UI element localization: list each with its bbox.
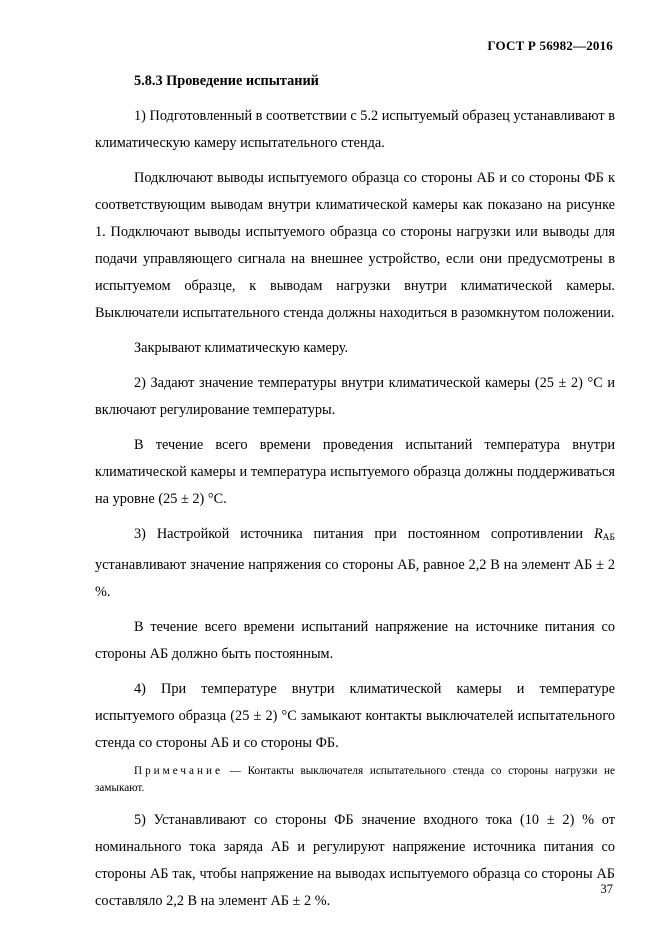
- note: [95, 763, 615, 797]
- section-title: 5.8.3 Проведение испытаний: [134, 73, 319, 89]
- paragraph-step-1: 1) Подготовленный в соответствии с 5.2 испытуемый образец устанавливают в климатическую камеру испытательного стенда.: [95, 108, 615, 151]
- paragraph-temperature-maintain: В течение всего времени проведения испытаний температура внутри климатической камеры и температура испытуемого образца должны поддерживаться на уровне (25 ± 2) °С.: [95, 437, 615, 507]
- paragraph-step-3: [95, 521, 615, 606]
- document-code-header: ГОСТ Р 56982—2016: [487, 38, 613, 53]
- page-number: 37: [600, 882, 613, 896]
- document-body: [95, 68, 615, 915]
- paragraph-close-chamber: Закрывают климатическую камеру.: [134, 340, 349, 356]
- note-label: Примечание: [134, 765, 223, 777]
- paragraph-voltage-constant: В течение всего времени испытаний напряжение на источнике питания со стороны АБ должно быть постоянным.: [95, 619, 615, 662]
- paragraph-step-3-before: 3) Настройкой источника питания при постоянном сопротивлении: [134, 526, 594, 542]
- paragraph-step-5: 5) Устанавливают со стороны ФБ значение входного тока (10 ± 2) % от номинального тока заряда АБ и регулируют напряжение источника питания со стороны АБ так, чтобы напряжение на выводах испытуемого образца со стороны АБ составляло 2,2 В на элемент АБ ± 2 %.: [95, 812, 615, 909]
- note-text: — Контакты выключателя испытательного стенда со стороны нагрузки не замыкают.: [95, 765, 615, 794]
- paragraph-step-3-after: устанавливают значение напряжения со стороны АБ, равное 2,2 В на элемент АБ ± 2 %.: [95, 557, 615, 600]
- paragraph-step-2: 2) Задают значение температуры внутри климатической камеры (25 ± 2) °С и включают регулирование температуры.: [95, 375, 615, 418]
- resistance-subscript: АБ: [602, 533, 615, 543]
- paragraph-step-4: 4) При температуре внутри климатической камеры и температуре испытуемого образца (25 ± 2) °С замыкают контакты выключателей испытательного стенда со стороны АБ и со стороны ФБ.: [95, 681, 615, 751]
- resistance-symbol: R: [593, 526, 603, 542]
- paragraph-connect-leads: Подключают выводы испытуемого образца со стороны АБ и со стороны ФБ к соответствующим выводам внутри климатической камеры как показано на рисунке 1. Подключают выводы испытуемого образца со стороны нагрузки или выводы для подачи управляющего сигнала на внешнее устройство, если они предусмотрены в испытуемом образце, к выводам нагрузки внутри климатической камеры. Выключатели испытательного стенда должны находиться в разомкнутом положении.: [95, 170, 615, 321]
